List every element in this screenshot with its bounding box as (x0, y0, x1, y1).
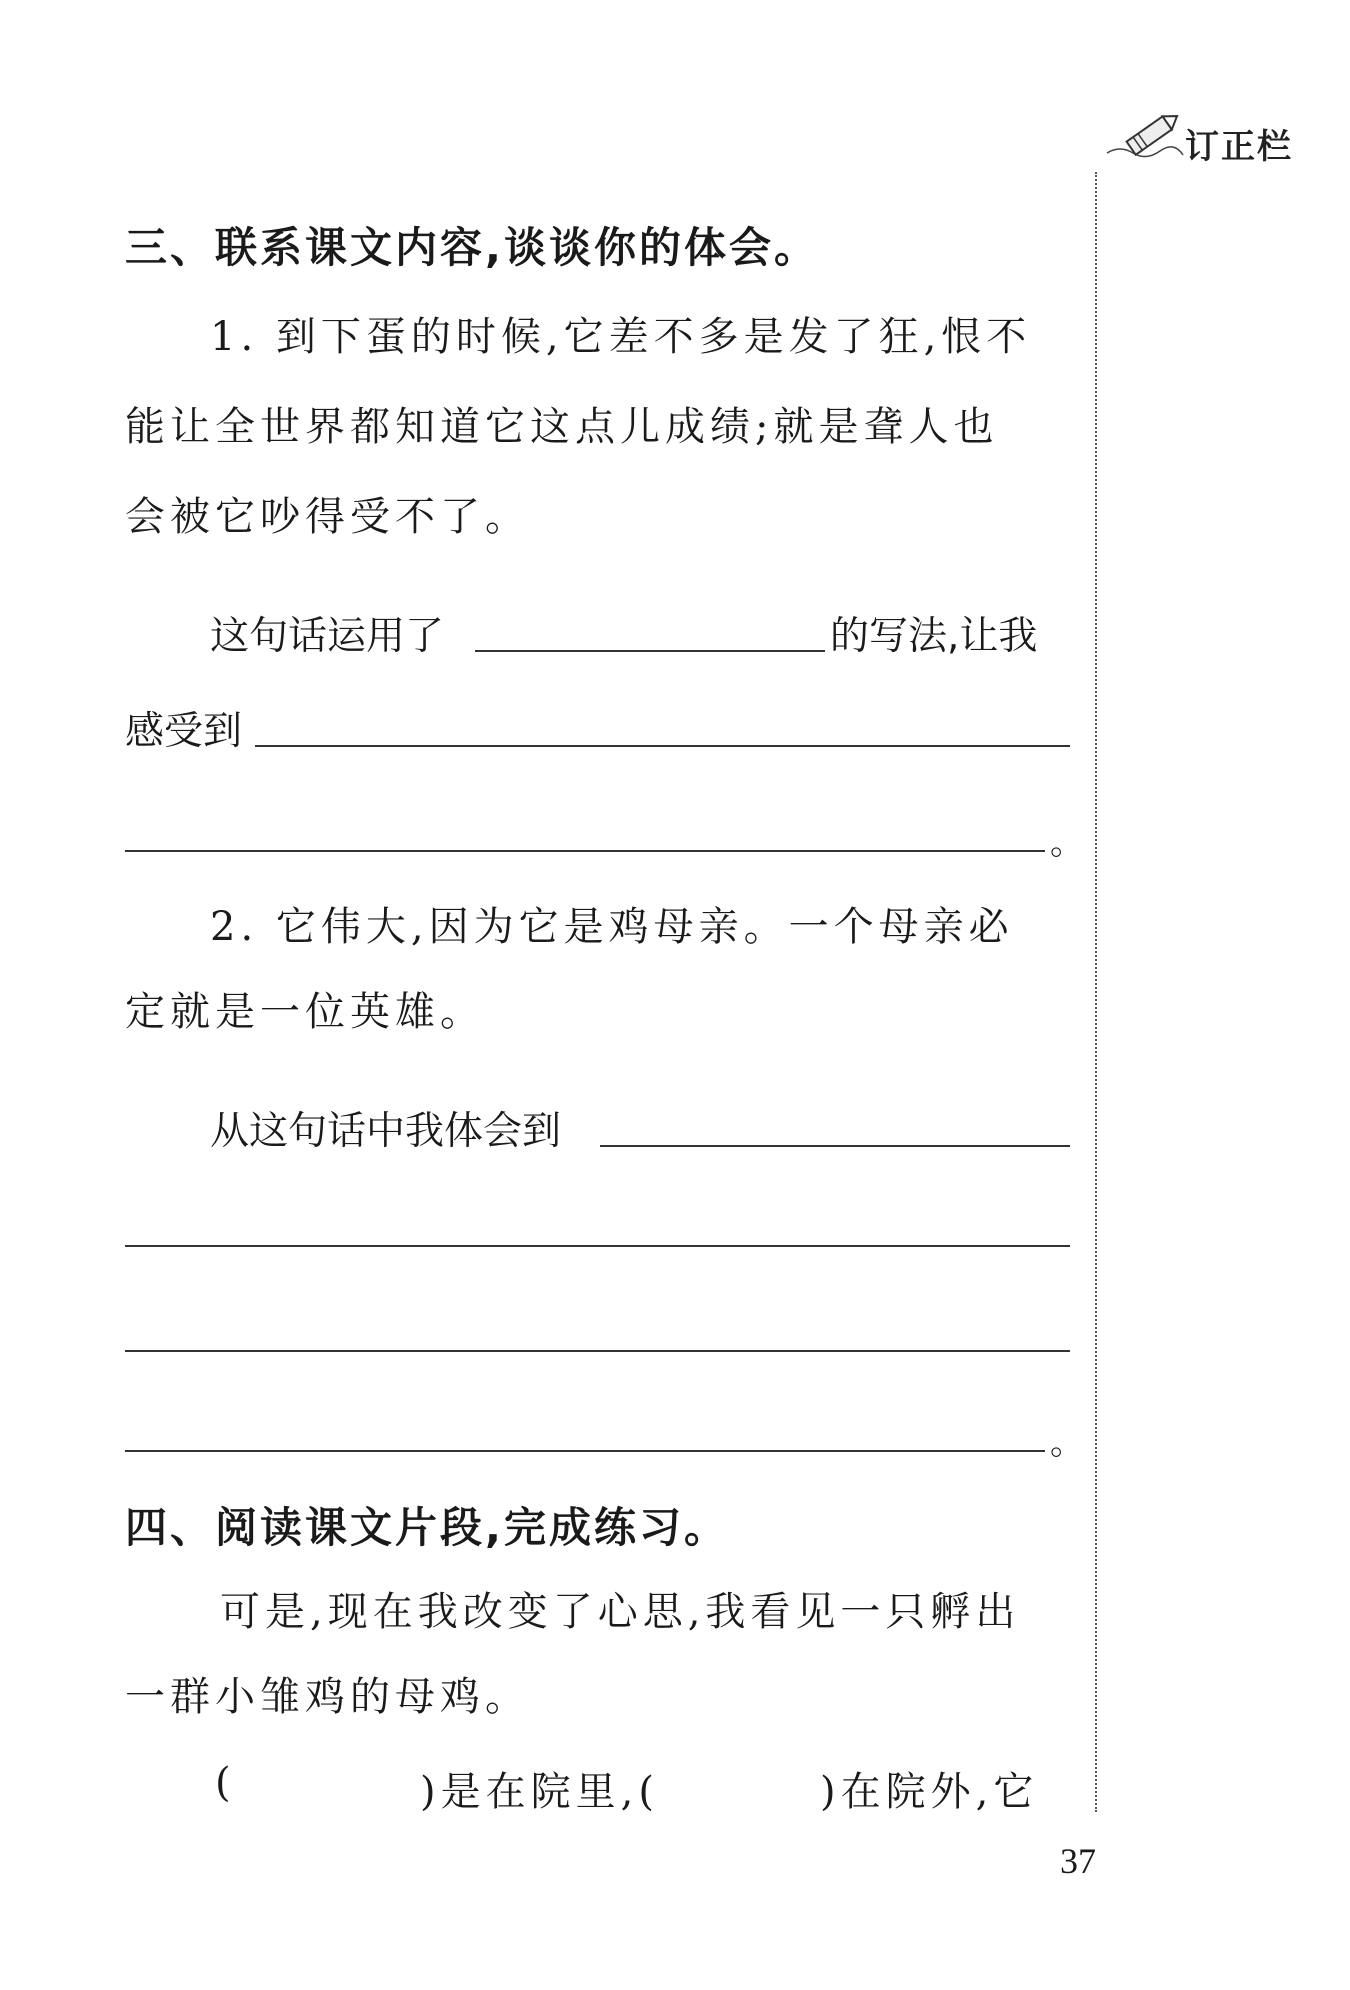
q1-answer-blank-method[interactable] (475, 650, 825, 652)
section4-line-2: 一群小雏鸡的母鸡。 (125, 1674, 530, 1720)
q2-line-1: 2. 它伟大,因为它是鸡母亲。一个母亲必 (210, 904, 1014, 950)
page-number: 37 (1060, 1841, 1096, 1881)
section4-heading: 四、阅读课文片段,完成练习。 (125, 1503, 729, 1552)
q1-prompt-b: 的写法,让我 (830, 614, 1038, 659)
correction-header (1105, 95, 1335, 165)
section4-line-1: 可是,现在我改变了心思,我看见一只孵出 (220, 1589, 1021, 1635)
q2-prompt: 从这句话中我体会到 (210, 1109, 562, 1154)
q2-end-period: 。 (1050, 1423, 1084, 1463)
q1-line-2: 能让全世界都知道它这点儿成绩;就是聋人也 (125, 404, 999, 450)
section4-mid-text: )是在院里,( (420, 1769, 659, 1815)
q2-answer-line-2[interactable] (125, 1245, 1070, 1247)
q2-answer-line-3[interactable] (125, 1350, 1070, 1352)
pencil-icon (1105, 105, 1185, 165)
section4-blank-2[interactable] (670, 1755, 820, 1805)
section4-paren-open: ( (215, 1760, 236, 1806)
q1-answer-line-1[interactable] (255, 745, 1070, 747)
q1-end-period: 。 (1050, 823, 1084, 863)
q2-answer-line-4[interactable] (125, 1450, 1045, 1452)
correction-label: 订正栏 (1185, 127, 1293, 167)
section4-end-text: )在院外,它 (820, 1769, 1039, 1815)
section3-heading: 三、联系课文内容,谈谈你的体会。 (125, 223, 819, 272)
q1-line-1: 1. 到下蛋的时候,它差不多是发了狂,恨不 (210, 314, 1032, 360)
q2-line-2: 定就是一位英雄。 (125, 989, 485, 1035)
q1-answer-line-2[interactable] (125, 850, 1045, 852)
q1-prompt-a: 这句话运用了 (210, 614, 445, 659)
correction-divider (1095, 172, 1097, 1812)
section4-blank-1[interactable] (245, 1755, 415, 1805)
q1-prompt-c: 感受到 (125, 709, 243, 754)
q1-line-3: 会被它吵得受不了。 (125, 494, 530, 540)
q2-answer-line-1[interactable] (600, 1145, 1070, 1147)
